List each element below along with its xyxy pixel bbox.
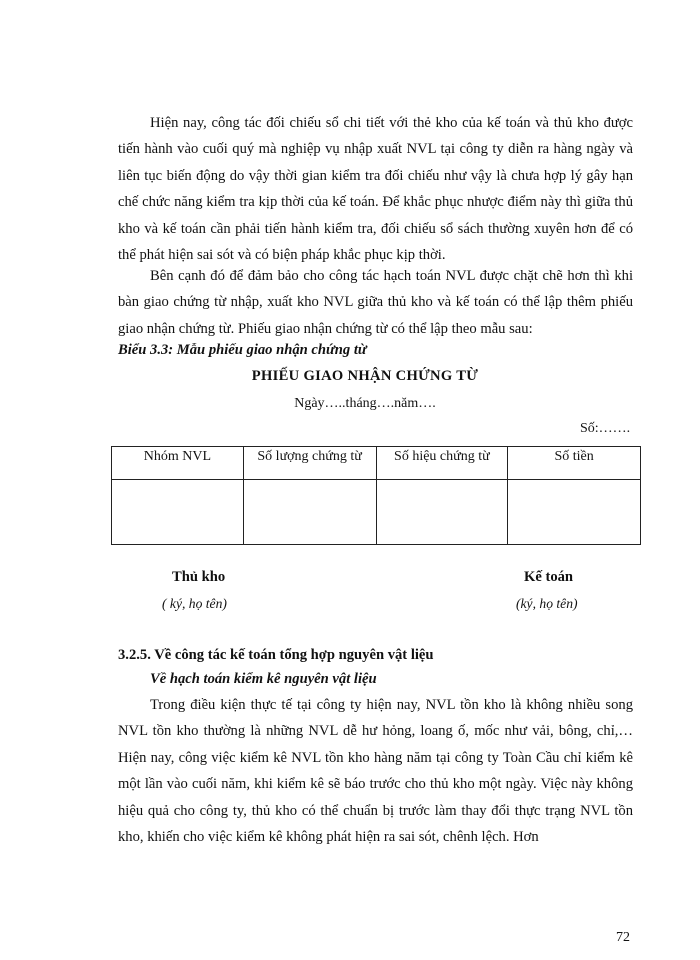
signature-note-accountant: (ký, họ tên) [516, 596, 578, 611]
paragraph-inventory-text: Trong điều kiện thực tế tại công ty hiện nay, NVL tồn kho là không nhiều song NVL tồn kho thường là những NVL dễ hư hỏng, loang ố, mốc như vải, bông, chỉ,… Hiện nay, công việc kiểm kê NVL tồn kho hàng năm tại công ty Toàn Cầu chỉ kiểm kê một lần vào cuối năm, khi kiểm kê sẽ báo trước cho thủ kho một ngày. Việc này không hiệu quả cho công ty, thủ kho có thể chuẩn bị trước làm thay đổi thực trạng NVL tồn kho, khiến cho việc kiểm kê không phát hiện ra sai sót, chênh lệch. Hơn [118, 697, 633, 846]
paragraph-receipt-intro-text: Bên cạnh đó để đảm bảo cho công tác hạch toán NVL được chặt chẽ hơn thì khi bàn giao chứng từ nhập, xuất kho NVL giữa thủ kho và kế toán có thể lập thêm phiếu giao nhận chứng từ. Phiếu giao nhận chứng từ có thể lập theo mẫu sau: [118, 268, 633, 337]
figure-caption: Biểu 3.3: Mẫu phiếu giao nhận chứng từ [118, 342, 367, 358]
section-subheading: Về hạch toán kiểm kê nguyên vật liệu [150, 671, 377, 687]
table-cell [112, 480, 244, 545]
form-date-line: Ngày…..tháng….năm…. [294, 396, 436, 411]
receipt-table [111, 446, 641, 545]
paragraph-inventory [118, 692, 633, 850]
signature-title-accountant: Kế toán [524, 569, 574, 585]
column-header-document-count: Số lượng chứng từ [243, 447, 376, 480]
form-title: PHIẾU GIAO NHẬN CHỨNG TỪ [251, 368, 479, 384]
signature-title-storekeeper: Thủ kho [172, 569, 226, 585]
column-header-document-number: Số hiệu chứng từ [376, 447, 508, 480]
receipt-table-header [112, 447, 641, 480]
table-cell [243, 480, 376, 545]
form-number-line: Số:……. [580, 421, 631, 436]
column-header-material-group: Nhóm NVL [112, 447, 244, 480]
section-heading: 3.2.5. Về công tác kế toán tổng hợp nguyên vật liệu [118, 647, 434, 663]
table-cell [376, 480, 508, 545]
paragraph-reconciliation-text: Hiện nay, công tác đối chiếu sổ chi tiết với thẻ kho của kế toán và thủ kho được tiến hành vào cuối quý mà nghiệp vụ nhập xuất NVL tại công ty diễn ra hàng ngày và liên tục biến động do vậy thời gian kiểm tra đối chiếu như vậy là chưa hợp lý gây hạn chế chức năng kiểm tra kịp thời của kế toán. Để khắc phục nhược điểm này thì giữa thủ kho và kế toán cần phải tiến hành kiểm tra, đối chiếu sổ sách thường xuyên hơn để có thể phát hiện sai sót và có biện pháp khắc phục kịp thời. [118, 115, 633, 264]
paragraph-reconciliation [118, 110, 633, 268]
table-cell [508, 480, 641, 545]
page-number: 72 [616, 930, 630, 945]
table-row [112, 480, 641, 545]
column-header-amount: Số tiền [508, 447, 641, 480]
signature-note-storekeeper: ( ký, họ tên) [162, 596, 227, 611]
paragraph-receipt-intro [118, 263, 633, 342]
